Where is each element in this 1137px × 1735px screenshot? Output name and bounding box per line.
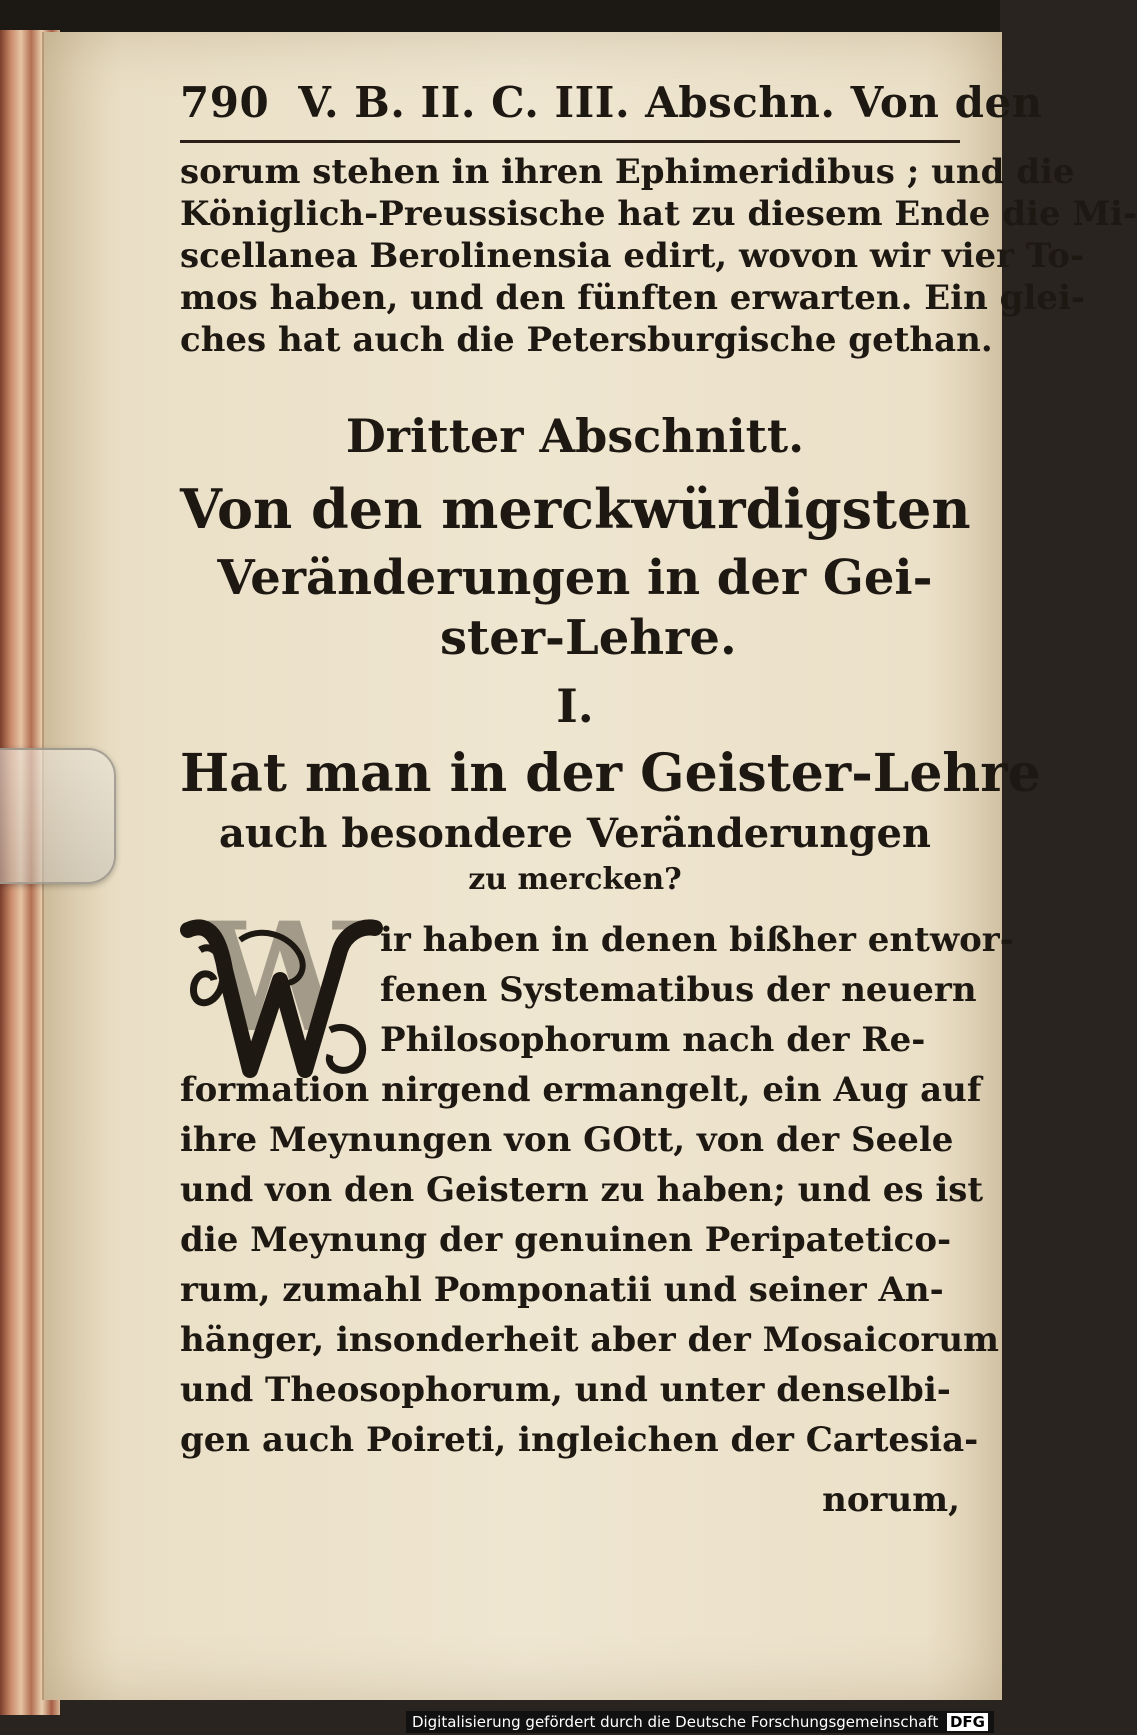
text-line: gen auch Poireti, ingleichen der Cartesia- — [180, 1420, 979, 1460]
text-line: mos haben, und den fünften erwarten. Ein glei- — [180, 278, 1086, 318]
running-title: V. B. II. C. III. Abschn. Von den — [298, 78, 1043, 127]
page-number: 790 — [180, 78, 270, 127]
text-line: und Theosophorum, und unter denselbi- — [180, 1370, 951, 1410]
text-line: ir haben in denen bißher entwor- — [380, 920, 1014, 960]
header-rule — [180, 140, 960, 143]
section-label: Dritter Abschnitt. — [345, 409, 805, 463]
text-line: sorum stehen in ihren Ephimeridibus ; und die — [180, 152, 1075, 192]
subsection-heading-line: zu mercken? — [468, 862, 682, 897]
text-line: scellanea Berolinensia edirt, wovon wir vier To- — [180, 236, 1085, 276]
catchword: norum, — [822, 1480, 960, 1520]
dfg-logo: DFG — [947, 1713, 988, 1731]
subsection-number: I. — [556, 679, 594, 733]
section-title-line: Von den merckwürdigsten — [180, 477, 971, 541]
digitization-credit — [406, 1711, 994, 1733]
text-line: und von den Geistern zu haben; und es ist — [180, 1170, 984, 1210]
credit-text: Digitalisierung gefördert durch die Deutsche Forschungsgemeinschaft — [411, 1713, 939, 1731]
subsection-heading-line: Hat man in der Geister-Lehre — [180, 743, 1041, 804]
running-header — [180, 78, 1043, 138]
text-line: ches hat auch die Petersburgische gethan. — [180, 320, 993, 360]
text-line: fenen Systematibus der neuern — [380, 970, 977, 1010]
page-holder-clip — [0, 748, 116, 884]
dropcap-ornament — [180, 890, 380, 1086]
text-line: die Meynung der genuinen Peripatetico- — [180, 1220, 952, 1260]
subsection-heading-line: auch besondere Veränderungen — [219, 810, 931, 857]
text-line: rum, zumahl Pomponatii und seiner An- — [180, 1270, 944, 1310]
text-line: hänger, insonderheit aber der Mosaicorum — [180, 1320, 1000, 1360]
section-title-line: Veränderungen in der Gei- — [217, 550, 933, 606]
text-line: Königlich-Preussische hat zu diesem Ende die Mi- — [180, 194, 1137, 234]
section-title-line: ster-Lehre. — [440, 610, 737, 666]
text-line: formation nirgend ermangelt, ein Aug auf — [180, 1070, 982, 1110]
dropcap-letter: W — [195, 890, 365, 1066]
text-line: ihre Meynungen von GOtt, von der Seele — [180, 1120, 954, 1160]
text-line: Philosophorum nach der Re- — [380, 1020, 926, 1060]
